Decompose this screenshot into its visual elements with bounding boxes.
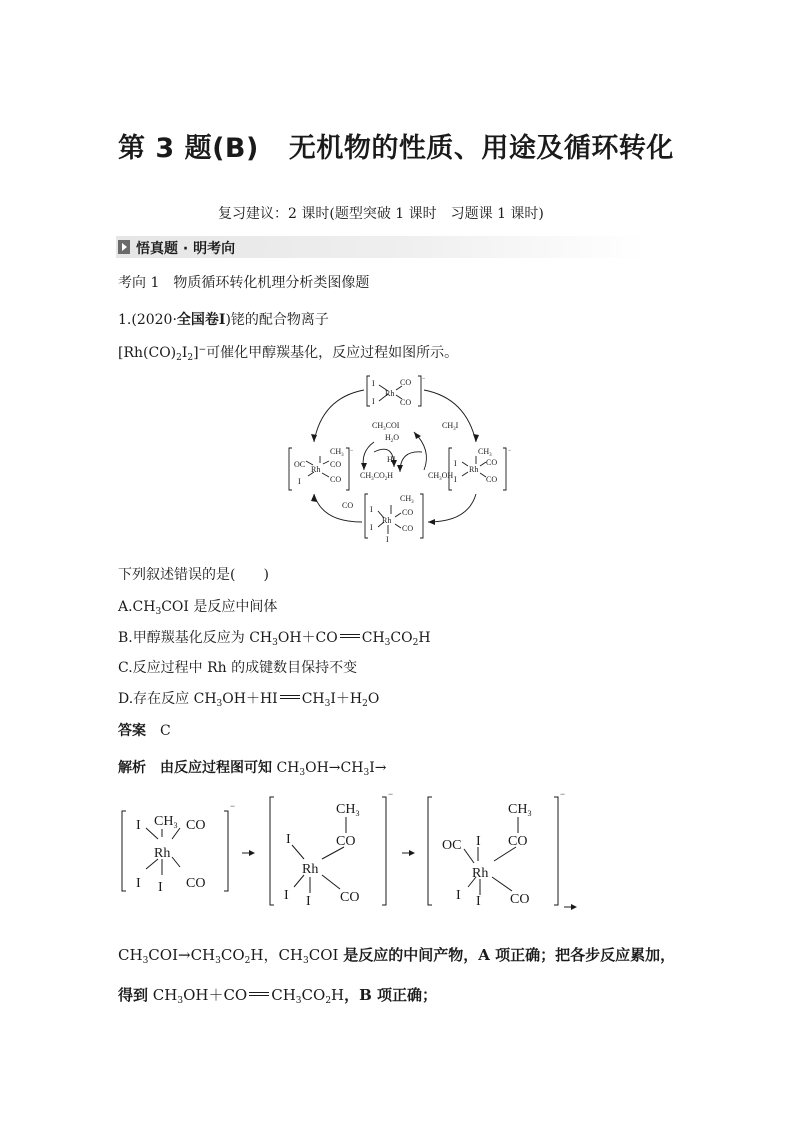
- intermediate-structures-diagram: [118, 789, 588, 920]
- page-title: 第 3 题(B) 无机物的性质、用途及循环转化: [118, 133, 674, 164]
- svg-text:I: I: [456, 888, 461, 903]
- svg-text:I: I: [386, 535, 389, 544]
- svg-text:CH3CO2H: $CH_3CO_2H$: [360, 471, 394, 482]
- svg-text:I: I: [454, 459, 457, 468]
- svg-text:Rh: Rh: [382, 516, 392, 525]
- svg-text:CH3: $CH_3$: [400, 494, 414, 505]
- svg-text:I: I: [136, 818, 141, 833]
- svg-text:CO: CO: [486, 475, 498, 484]
- svg-text:I: I: [372, 379, 375, 388]
- svg-text:Rh: Rh: [302, 862, 319, 877]
- svg-text:CO: CO: [508, 834, 528, 849]
- svg-text:CH3COI: $CH_3COI$: [372, 421, 400, 432]
- svg-text:H2O: $H_2O$: [385, 433, 400, 444]
- svg-text:Rh: Rh: [311, 465, 321, 474]
- svg-text:I: I: [372, 397, 375, 406]
- svg-text:CH3: $CH_3$: [336, 802, 360, 818]
- svg-text:CO: CO: [402, 508, 414, 517]
- svg-text:CH3: $CH_3$: [154, 814, 178, 830]
- svg-text:CO: CO: [342, 501, 354, 510]
- section-banner-label: 悟真题 · 明考向: [136, 241, 236, 257]
- question-stem-line1: 1.(2020·全国卷Ⅰ)铑的配合物离子: [118, 312, 329, 328]
- svg-text:−: −: [560, 789, 566, 799]
- svg-text:CO: CO: [400, 398, 412, 407]
- svg-text:−: −: [388, 789, 394, 799]
- svg-text:CO: CO: [186, 876, 206, 891]
- option-c: C.反应过程中 Rh 的成键数目保持不变: [118, 660, 358, 676]
- svg-text:CO: CO: [400, 378, 412, 387]
- svg-text:I: I: [286, 832, 291, 847]
- option-b: B.甲醇羰基化反应为 $CH_3OH+CO$ $CH_3CO_2H$: [118, 630, 431, 648]
- svg-text:CO: CO: [330, 475, 342, 484]
- svg-text:Rh: Rh: [472, 866, 489, 881]
- rh-complex-formula: $[Rh(CO)_2I_2]^-$: [118, 345, 207, 363]
- svg-text:Rh: Rh: [154, 846, 171, 861]
- analysis-intro: 解析 由反应过程图可知 $CH_3OH\to CH_3I\to$: [118, 760, 387, 778]
- svg-text:I: I: [136, 876, 141, 891]
- svg-text:I: I: [370, 523, 373, 532]
- svg-text:CH3: $CH_3$: [330, 447, 344, 458]
- review-suggestion: 复习建议：2 课时(题型突破 1 课时 习题课 1 课时): [218, 206, 544, 222]
- svg-text:−: −: [422, 376, 426, 382]
- svg-text:HI: HI: [387, 455, 396, 464]
- svg-text:I: I: [476, 894, 481, 909]
- svg-text:OC: OC: [294, 460, 306, 469]
- svg-text:I: I: [298, 477, 301, 486]
- option-a: $A.CH_3COI$ 是反应中间体: [118, 599, 278, 617]
- play-square-icon: [118, 240, 130, 254]
- answer: 答案 C: [118, 723, 171, 739]
- option-d: D.存在反应 $CH_3OH+HI$ $CH_3I+H_2O$: [118, 691, 380, 709]
- svg-text:CO: CO: [330, 460, 342, 469]
- svg-text:I: I: [476, 834, 481, 849]
- svg-text:CH3: $CH_3$: [478, 447, 492, 458]
- svg-text:CO: CO: [402, 524, 414, 533]
- catalytic-cycle-diagram: [282, 372, 514, 542]
- svg-text:CO: CO: [510, 892, 530, 907]
- svg-text:I: I: [306, 894, 311, 909]
- svg-text:I: I: [454, 475, 457, 484]
- svg-text:OC: OC: [442, 838, 462, 853]
- svg-text:I: I: [370, 505, 373, 514]
- svg-text:Rh: Rh: [385, 389, 395, 398]
- svg-text:CO: CO: [340, 890, 360, 905]
- svg-text:Rh: Rh: [469, 465, 479, 474]
- svg-text:−: −: [230, 801, 236, 811]
- svg-text:CO: CO: [186, 818, 206, 833]
- svg-text:CH3OH: $CH_3OH$: [428, 471, 454, 482]
- section-banner: [116, 236, 646, 258]
- svg-text:CH3: $CH_3$: [508, 802, 532, 818]
- question-stem-line2: $[Rh(CO)_2I_2]^-$可催化甲醇羰基化，反应过程如图所示。: [118, 345, 459, 363]
- question-prompt: 下列叙述错误的是( ): [118, 567, 269, 583]
- svg-text:−: −: [350, 448, 354, 454]
- analysis-line1: $CH_3COI\to CH_3CO_2H$，$CH_3COI$ 是反应的中间产物，A 项正确；把各步反应累加，: [118, 946, 676, 966]
- svg-text:CO: CO: [486, 458, 498, 467]
- svg-text:CH3I: $CH_3I$: [442, 421, 459, 432]
- topic-heading: 考向 1 物质循环转化机理分析类图像题: [118, 275, 370, 291]
- svg-text:I: I: [284, 888, 289, 903]
- analysis-line2: 得到 $CH_3OH+CO$ $CH_3CO_2H$，B 项正确；: [118, 986, 438, 1006]
- svg-text:CO: CO: [336, 834, 356, 849]
- svg-text:I: I: [158, 880, 163, 895]
- svg-text:−: −: [508, 448, 512, 454]
